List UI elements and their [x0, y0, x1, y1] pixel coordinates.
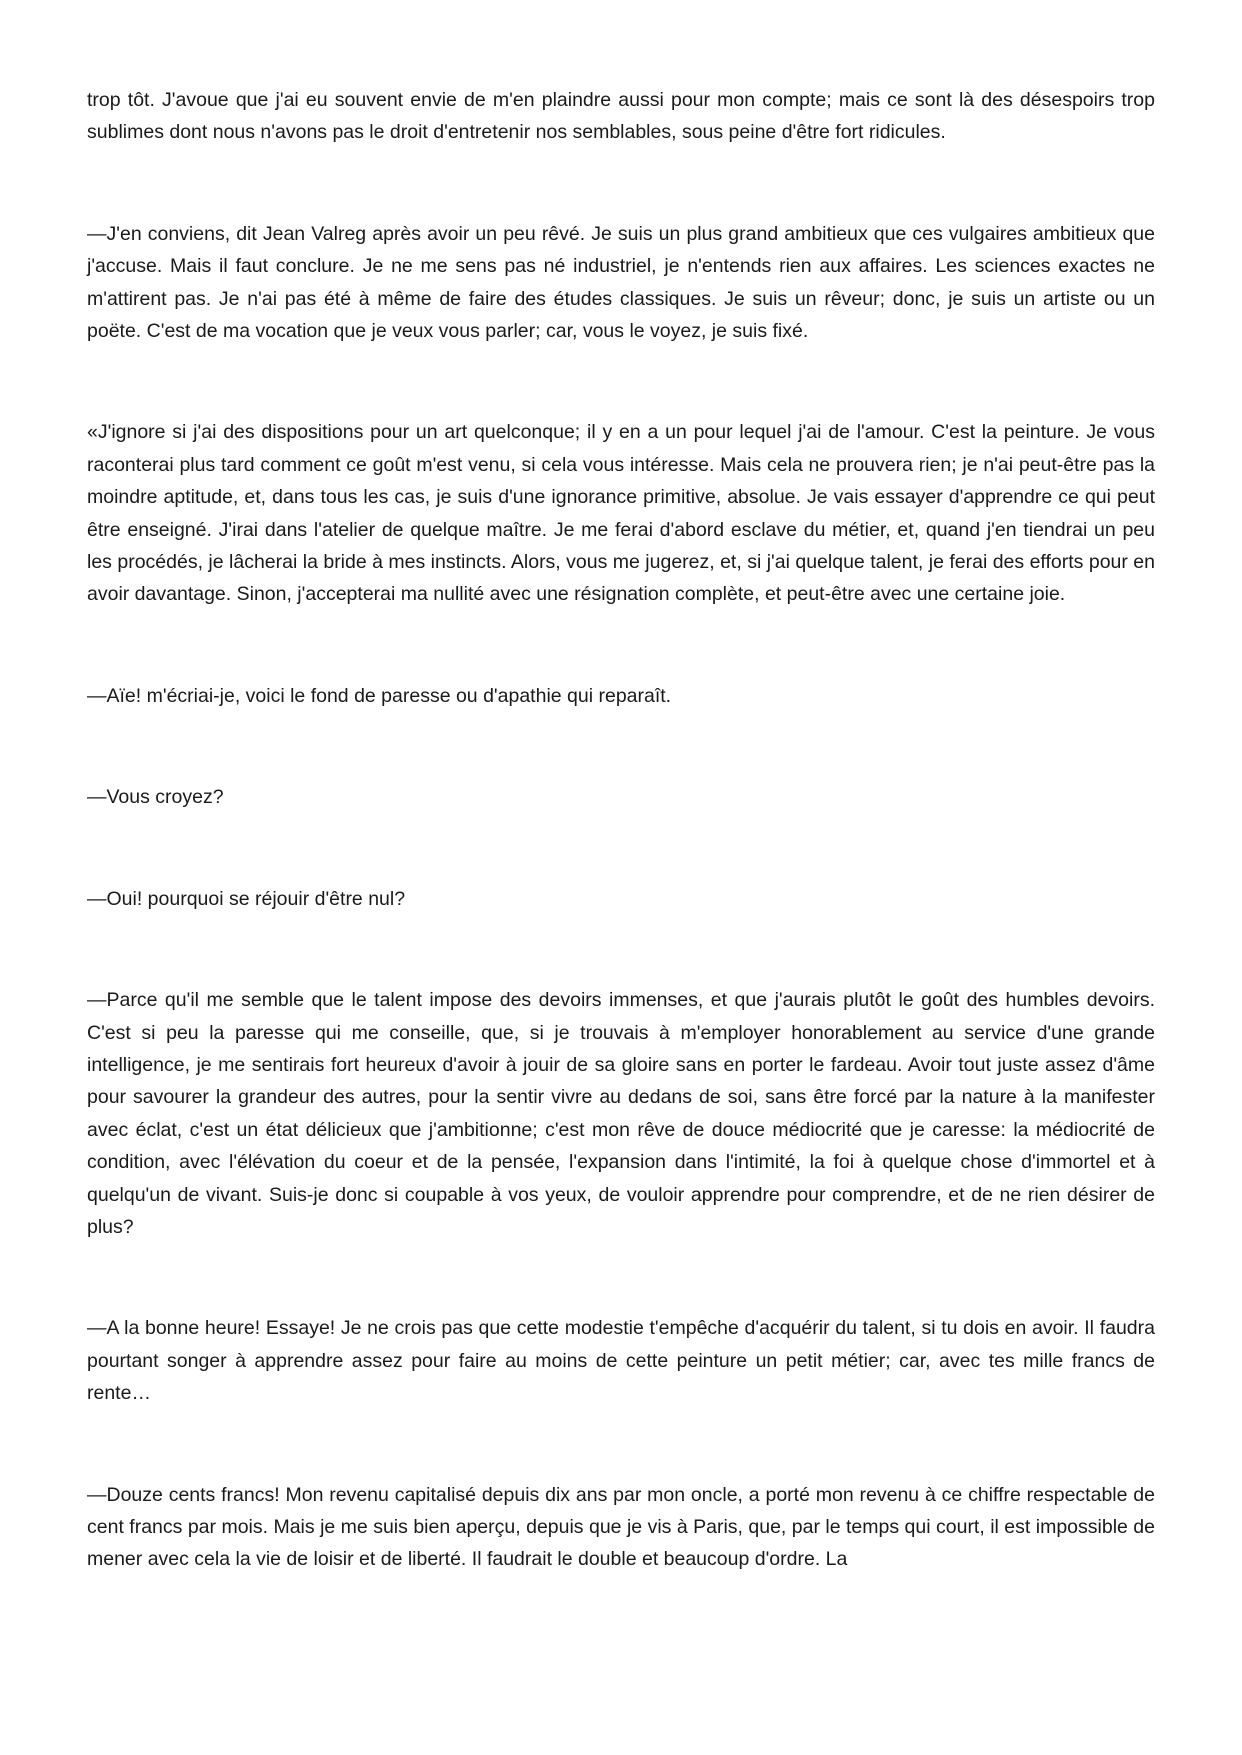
document-page: [87, 84, 1155, 1576]
paragraph-3: «J'ignore si j'ai des dispositions pour un art quelconque; il y en a un pour lequel j'ai de l'amour. C'est la peinture. Je vous raconterai plus tard comment ce goût m'est venu, si cela vous intéresse. Mais cela ne prouvera rien; je n'ai peut-être pas la moindre aptitude, et, dans tous les cas, je suis d'une ignorance primitive, absolue. Je vais essayer d'apprendre ce qui peut être enseigné. J'irai dans l'atelier de quelque maître. Je me ferai d'abord esclave du métier, et, quand j'en tiendrai un peu les procédés, je lâcherai la bride à mes instincts. Alors, vous me jugerez, et, si j'ai quelque talent, je ferai des efforts pour en avoir davantage. Sinon, j'accepterai ma nullité avec une résignation complète, et peut-être avec une certaine joie.: [87, 421, 1155, 606]
paragraph-9: —Douze cents francs! Mon revenu capitalisé depuis dix ans par mon oncle, a porté mon revenu à ce chiffre respectable de cent francs par mois. Mais je me suis bien aperçu, depuis que je vis à Paris, que, par le temps qui court, il est impossible de mener avec cela la vie de loisir et de liberté. Il faudrait le double et beaucoup d'ordre. La: [87, 1483, 1155, 1571]
paragraph-2: —J'en conviens, dit Jean Valreg après avoir un peu rêvé. Je suis un plus grand ambitieux que ces vulgaires ambitieux que j'accuse. Mais il faut conclure. Je ne me sens pas né industriel, je n'entends rien aux affaires. Les sciences exactes ne m'attirent pas. Je n'ai pas été à même de faire des études classiques. Je suis un rêveur; donc, je suis un artiste ou un poëte. C'est de ma vocation que je veux vous parler; car, vous le voyez, je suis fixé.: [87, 222, 1155, 343]
paragraph-8: —A la bonne heure! Essaye! Je ne crois pas que cette modestie t'empêche d'acquérir du talent, si tu dois en avoir. Il faudra pourtant songer à apprendre assez pour faire au moins de cette peinture un petit métier; car, avec tes mille francs de rente…: [87, 1317, 1155, 1405]
paragraph-1: trop tôt. J'avoue que j'ai eu souvent envie de m'en plaindre aussi pour mon compte; mais ce sont là des désespoirs trop sublimes dont nous n'avons pas le droit d'entretenir nos semblables, sous peine d'être fort ridicules.: [87, 89, 1155, 144]
paragraph-4: —Aïe! m'écriai-je, voici le fond de paresse ou d'apathie qui reparaît.: [87, 684, 672, 707]
paragraph-5: —Vous croyez?: [87, 786, 224, 809]
paragraph-7: —Parce qu'il me semble que le talent impose des devoirs immenses, et que j'aurais plutôt le goût des humbles devoirs. C'est si peu la paresse qui me conseille, que, si je trouvais à m'employer honorablement au service d'une grande intelligence, je me sentirais fort heureux d'avoir à jouir de sa gloire sans en porter le fardeau. Avoir tout juste assez d'âme pour savourer la grandeur des autres, pour la sentir vivre au dedans de soi, sans être forcé par la nature à la manifester avec éclat, c'est un état délicieux que j'ambitionne; c'est mon rêve de douce médiocrité que je caresse: la médiocrité de condition, avec l'élévation du coeur et de la pensée, l'expansion dans l'intimité, la foi à quelque chose d'immortel et à quelqu'un de vivant. Suis-je donc si coupable à vos yeux, de vouloir apprendre pour comprendre, et de ne rien désirer de plus?: [87, 989, 1155, 1238]
paragraph-6: —Oui! pourquoi se réjouir d'être nul?: [87, 887, 406, 910]
